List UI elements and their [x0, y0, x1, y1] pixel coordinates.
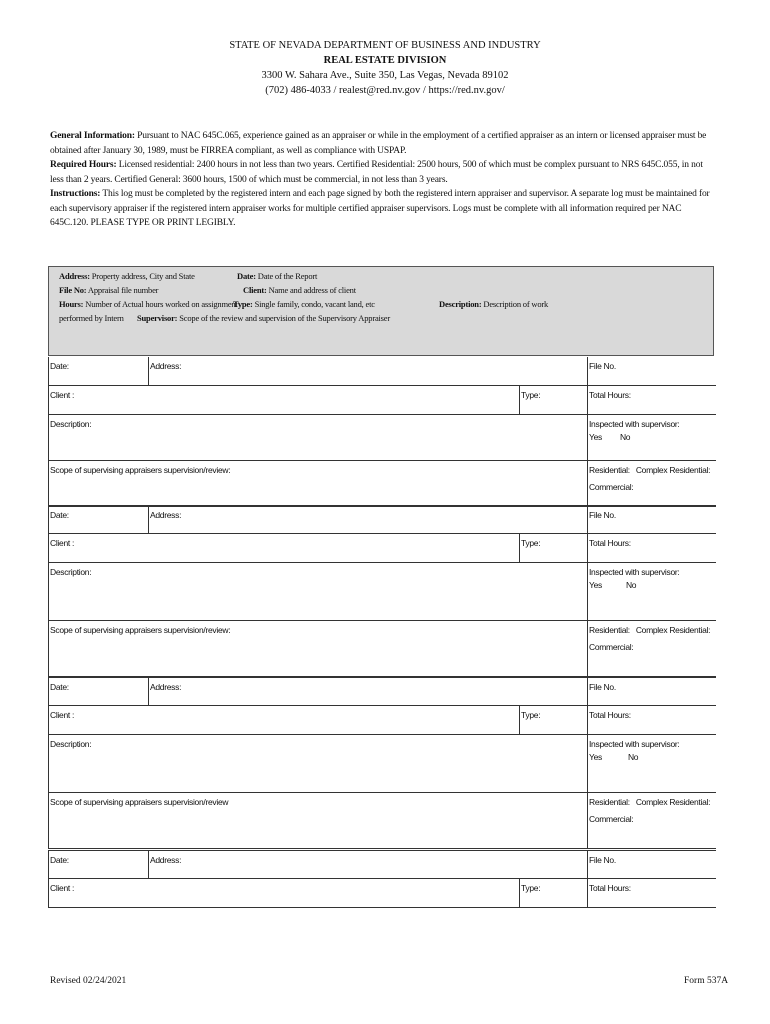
- yes-option[interactable]: Yes: [589, 752, 602, 762]
- type-field[interactable]: Type:: [519, 386, 587, 414]
- inspected-label: Inspected with supervisor:: [589, 739, 680, 749]
- residential-option[interactable]: Residential:: [589, 625, 630, 635]
- file-no-field[interactable]: File No.: [587, 678, 716, 705]
- scope-field[interactable]: Scope of supervising appraisers supervision/review: [48, 793, 587, 848]
- required-hours-text: Licensed residential: 2400 hours in not less than two years. Certified Residential: 2500 hours, 500 of which must be complex pursuant to NRS 645C.055, in not less than 2 years. Certified General: 3600 hours, 1500 of which must be commercial, in not less than 3 years.: [50, 160, 703, 185]
- commercial-option[interactable]: Commercial:: [589, 642, 634, 652]
- revision-date: Revised 02/24/2021: [50, 976, 127, 986]
- date-field[interactable]: Date:: [48, 506, 148, 533]
- required-hours-label: Required Hours:: [50, 160, 117, 170]
- address-field[interactable]: Address:: [148, 357, 587, 385]
- address-field[interactable]: Address:: [148, 678, 587, 705]
- log-entry-2: [48, 505, 716, 677]
- legend-date-text: Date of the Report: [257, 271, 318, 281]
- legend-address-text: Property address, City and State: [91, 271, 195, 281]
- legend-supervisor-label: Supervisor:: [137, 313, 178, 323]
- legend-date-label: Date:: [237, 271, 256, 281]
- legend-client-text: Name and address of client: [268, 285, 356, 295]
- general-information-label: General Information:: [50, 131, 135, 141]
- no-option[interactable]: No: [625, 580, 637, 590]
- legend-type-label: Type:: [233, 299, 253, 309]
- letterhead: [0, 38, 770, 98]
- instructions-text: This log must be completed by the registered intern and each page signed by both the registered intern appraiser and supervisor. A separate log must be maintained for each supervisory appraiser if the registered intern appraiser works for multiple certified appraiser supervisors. Logs must be complete with all information required per NAC 645C.120. PLEASE TYPE OR PRINT LEGIBLY.: [50, 189, 710, 228]
- yes-option[interactable]: Yes: [589, 580, 602, 590]
- yes-no-options: [589, 751, 715, 764]
- log-entry-3: [48, 677, 716, 849]
- agency-name: STATE OF NEVADA DEPARTMENT OF BUSINESS AND INDUSTRY: [229, 40, 541, 51]
- legend-description-label: Description:: [439, 299, 482, 309]
- legend-description-text: Description of work: [483, 299, 549, 309]
- total-hours-field[interactable]: Total Hours:: [587, 386, 716, 414]
- instructions-block: [50, 129, 718, 231]
- inspected-field[interactable]: [587, 735, 716, 792]
- instructions: [50, 187, 718, 231]
- type-field[interactable]: Type:: [519, 534, 587, 562]
- client-field[interactable]: Client :: [48, 386, 519, 414]
- file-no-field[interactable]: File No.: [587, 357, 716, 385]
- file-no-field[interactable]: File No.: [587, 506, 716, 533]
- legend-type: [233, 299, 375, 309]
- legend-hours-text: Number of Actual hours worked on assignment: [85, 299, 238, 309]
- log-entry-4: [48, 850, 716, 908]
- general-information: [50, 129, 718, 158]
- legend-client: [243, 285, 356, 295]
- commercial-option[interactable]: Commercial:: [589, 482, 634, 492]
- field-legend: [48, 266, 714, 356]
- category-field[interactable]: [587, 621, 716, 676]
- residential-option[interactable]: Residential:: [589, 465, 630, 475]
- description-field[interactable]: Description:: [48, 415, 587, 460]
- legend-description: [439, 299, 548, 309]
- legend-type-text: Single family, condo, vacant land, etc: [254, 299, 375, 309]
- address-field[interactable]: Address:: [148, 506, 587, 533]
- type-field[interactable]: Type:: [519, 706, 587, 734]
- legend-file-no-label: File No:: [59, 285, 87, 295]
- client-field[interactable]: Client :: [48, 534, 519, 562]
- instructions-label: Instructions:: [50, 189, 101, 199]
- address-field[interactable]: Address:: [148, 851, 587, 878]
- legend-file-no: [59, 285, 158, 295]
- category-field[interactable]: [587, 461, 716, 506]
- yes-option[interactable]: Yes: [589, 432, 602, 442]
- complex-residential-option[interactable]: Complex Residential:: [635, 625, 711, 635]
- date-field[interactable]: Date:: [48, 357, 148, 385]
- category-residential-complex: [589, 624, 715, 637]
- description-field[interactable]: Description:: [48, 735, 587, 792]
- agency-address: 3300 W. Sahara Ave., Suite 350, Las Vegas, Nevada 89102: [261, 70, 509, 81]
- required-hours: [50, 158, 718, 187]
- inspected-field[interactable]: [587, 415, 716, 460]
- general-information-text: Pursuant to NAC 645C.065, experience gained as an appraiser or while in the employment of a certified appraiser as an intern or licensed appraiser must be obtained after January 30, 1989, must be FIRREA compliant, as well as compliance with USPAP.: [50, 131, 707, 156]
- total-hours-field[interactable]: Total Hours:: [587, 706, 716, 734]
- total-hours-field[interactable]: Total Hours:: [587, 534, 716, 562]
- form-number: Form 537A: [684, 976, 729, 986]
- legend-date: [237, 271, 317, 281]
- inspected-field[interactable]: [587, 563, 716, 620]
- scope-field[interactable]: Scope of supervising appraisers supervision/review:: [48, 461, 587, 506]
- legend-file-no-text: Appraisal file number: [87, 285, 159, 295]
- category-field[interactable]: [587, 793, 716, 848]
- division-name: REAL ESTATE DIVISION: [323, 55, 447, 66]
- yes-no-options: [589, 579, 715, 592]
- complex-residential-option[interactable]: Complex Residential:: [635, 797, 711, 807]
- legend-performed: performed by Intern: [59, 313, 124, 323]
- client-field[interactable]: Client :: [48, 879, 519, 907]
- agency-contact: (702) 486-4033 / realest@red.nv.gov / https://red.nv.gov/: [265, 85, 505, 96]
- scope-field[interactable]: Scope of supervising appraisers supervision/review:: [48, 621, 587, 676]
- legend-address: [59, 271, 195, 281]
- residential-option[interactable]: Residential:: [589, 797, 630, 807]
- inspected-label: Inspected with supervisor:: [589, 419, 680, 429]
- date-field[interactable]: Date:: [48, 678, 148, 705]
- legend-supervisor-text: Scope of the review and supervision of the Supervisory Appraiser: [179, 313, 390, 323]
- category-residential-complex: [589, 464, 715, 477]
- client-field[interactable]: Client :: [48, 706, 519, 734]
- type-field[interactable]: Type:: [519, 879, 587, 907]
- file-no-field[interactable]: File No.: [587, 851, 716, 878]
- legend-hours-label: Hours:: [59, 299, 84, 309]
- no-option[interactable]: No: [627, 752, 639, 762]
- yes-no-options: [589, 431, 715, 444]
- commercial-option[interactable]: Commercial:: [589, 814, 634, 824]
- no-option[interactable]: No: [619, 432, 631, 442]
- date-field[interactable]: Date:: [48, 851, 148, 878]
- category-residential-complex: [589, 796, 715, 809]
- log-entry-1: [48, 357, 716, 507]
- legend-address-label: Address:: [59, 271, 90, 281]
- legend-supervisor: [137, 313, 390, 323]
- legend-client-label: Client:: [243, 285, 267, 295]
- inspected-label: Inspected with supervisor:: [589, 567, 680, 577]
- total-hours-field[interactable]: Total Hours:: [587, 879, 716, 907]
- description-field[interactable]: Description:: [48, 563, 587, 620]
- legend-hours: [59, 299, 238, 309]
- complex-residential-option[interactable]: Complex Residential:: [635, 465, 711, 475]
